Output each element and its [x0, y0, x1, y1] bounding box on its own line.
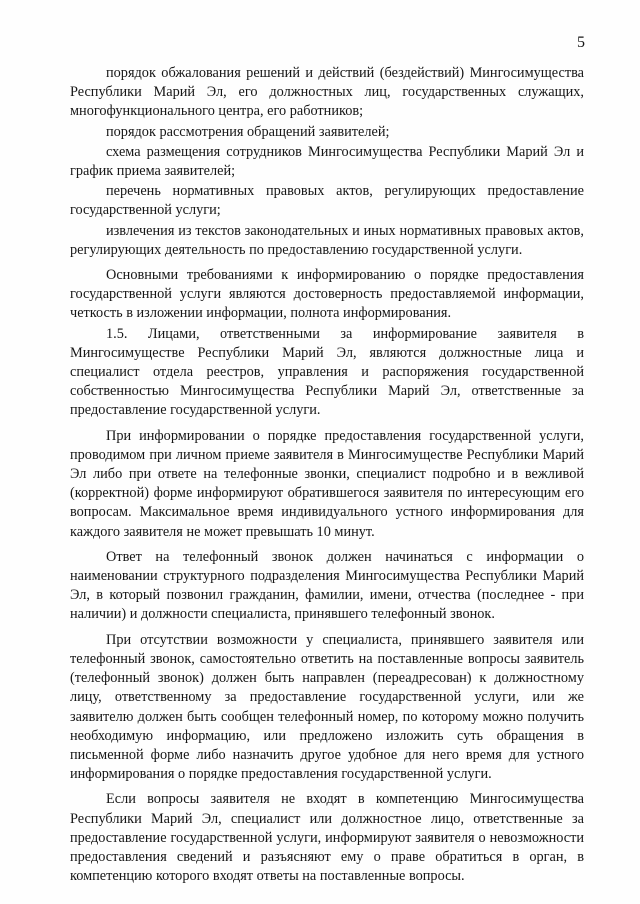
paragraph: 1.5. Лицами, ответственными за информирование заявителя в Мингосимуществе Республики Марий Эл, являются должностные лица и специалист отдела реестров, управления и распоряжения государственной собственностью Мингосимущества Республики Марий Эл, ответственные за предоставление государственной услуги. [70, 325, 584, 419]
paragraph: перечень нормативных правовых актов, регулирующих предоставление государственной услуги; [70, 183, 584, 219]
paragraph: порядок обжалования решений и действий (бездействий) Мингосимущества Республики Марий Эл, его должностных лиц, государственных служащих, многофункционального центра, его работников; [70, 65, 584, 120]
paragraph: извлечения из текстов законодательных и иных нормативных правовых актов, регулирующих деятельность по предоставлению государственной услуги. [70, 222, 584, 258]
paragraph: При отсутствии возможности у специалиста, принявшего заявителя или телефонный звонок, самостоятельно ответить на поставленные вопросы заявитель (телефонный звонок) должен быть направлен (переадресован) к должностному лицу, ответственному за предоставление государственной услуги, или же заявителю должен быть сообщен телефонный номер, по которому можно получить необходимую информацию, или предложено изложить суть обращения в письменной форме либо назначить другое удобное для него время для устного информирования о порядке предоставления государственной услуги. [70, 631, 584, 783]
paragraph: схема размещения сотрудников Мингосимущества Республики Марий Эл и график приема заявителей; [70, 143, 584, 180]
paragraph: При информировании о порядке предоставления государственной услуги, проводимом при личном приеме заявителя в Мингосимуществе Республики Марий Эл либо при ответе на телефонные звонки, специалист подробно и в вежливой (корректной) форме информируют обратившегося заявителя по интересующим его вопросам. Максимальное время индивидуального устного информирования для каждого заявителя не может превышать 10 минут. [70, 427, 584, 540]
paragraph: Ответ на телефонный звонок должен начинаться с информации о наименовании структурного подразделения Мингосимущества Республики Марий Эл, в который позвонил гражданин, фамилии, имени, отчества (последнее - при наличии) и должности специалиста, принявшего телефонный звонок. [70, 548, 584, 623]
paragraph: Если вопросы заявителя не входят в компетенцию Мингосимущества Республики Марий Эл, специалист или должностное лицо, ответственные за предоставление государственной услуги, информируют заявителя о невозможности предоставления сведений и разъясняют ему о праве обратиться в орган, в компетенцию которого входят ответы на поставленные вопросы. [70, 791, 584, 885]
paragraph: Основными требованиями к информированию о порядке предоставления государственной услуги являются достоверность предоставляемой информации, четкость в изложении информации, полнота информирования. [70, 267, 584, 322]
page-number: 5 [577, 34, 585, 51]
paragraph: порядок рассмотрения обращений заявителей; [106, 123, 390, 140]
document-body [70, 64, 584, 886]
